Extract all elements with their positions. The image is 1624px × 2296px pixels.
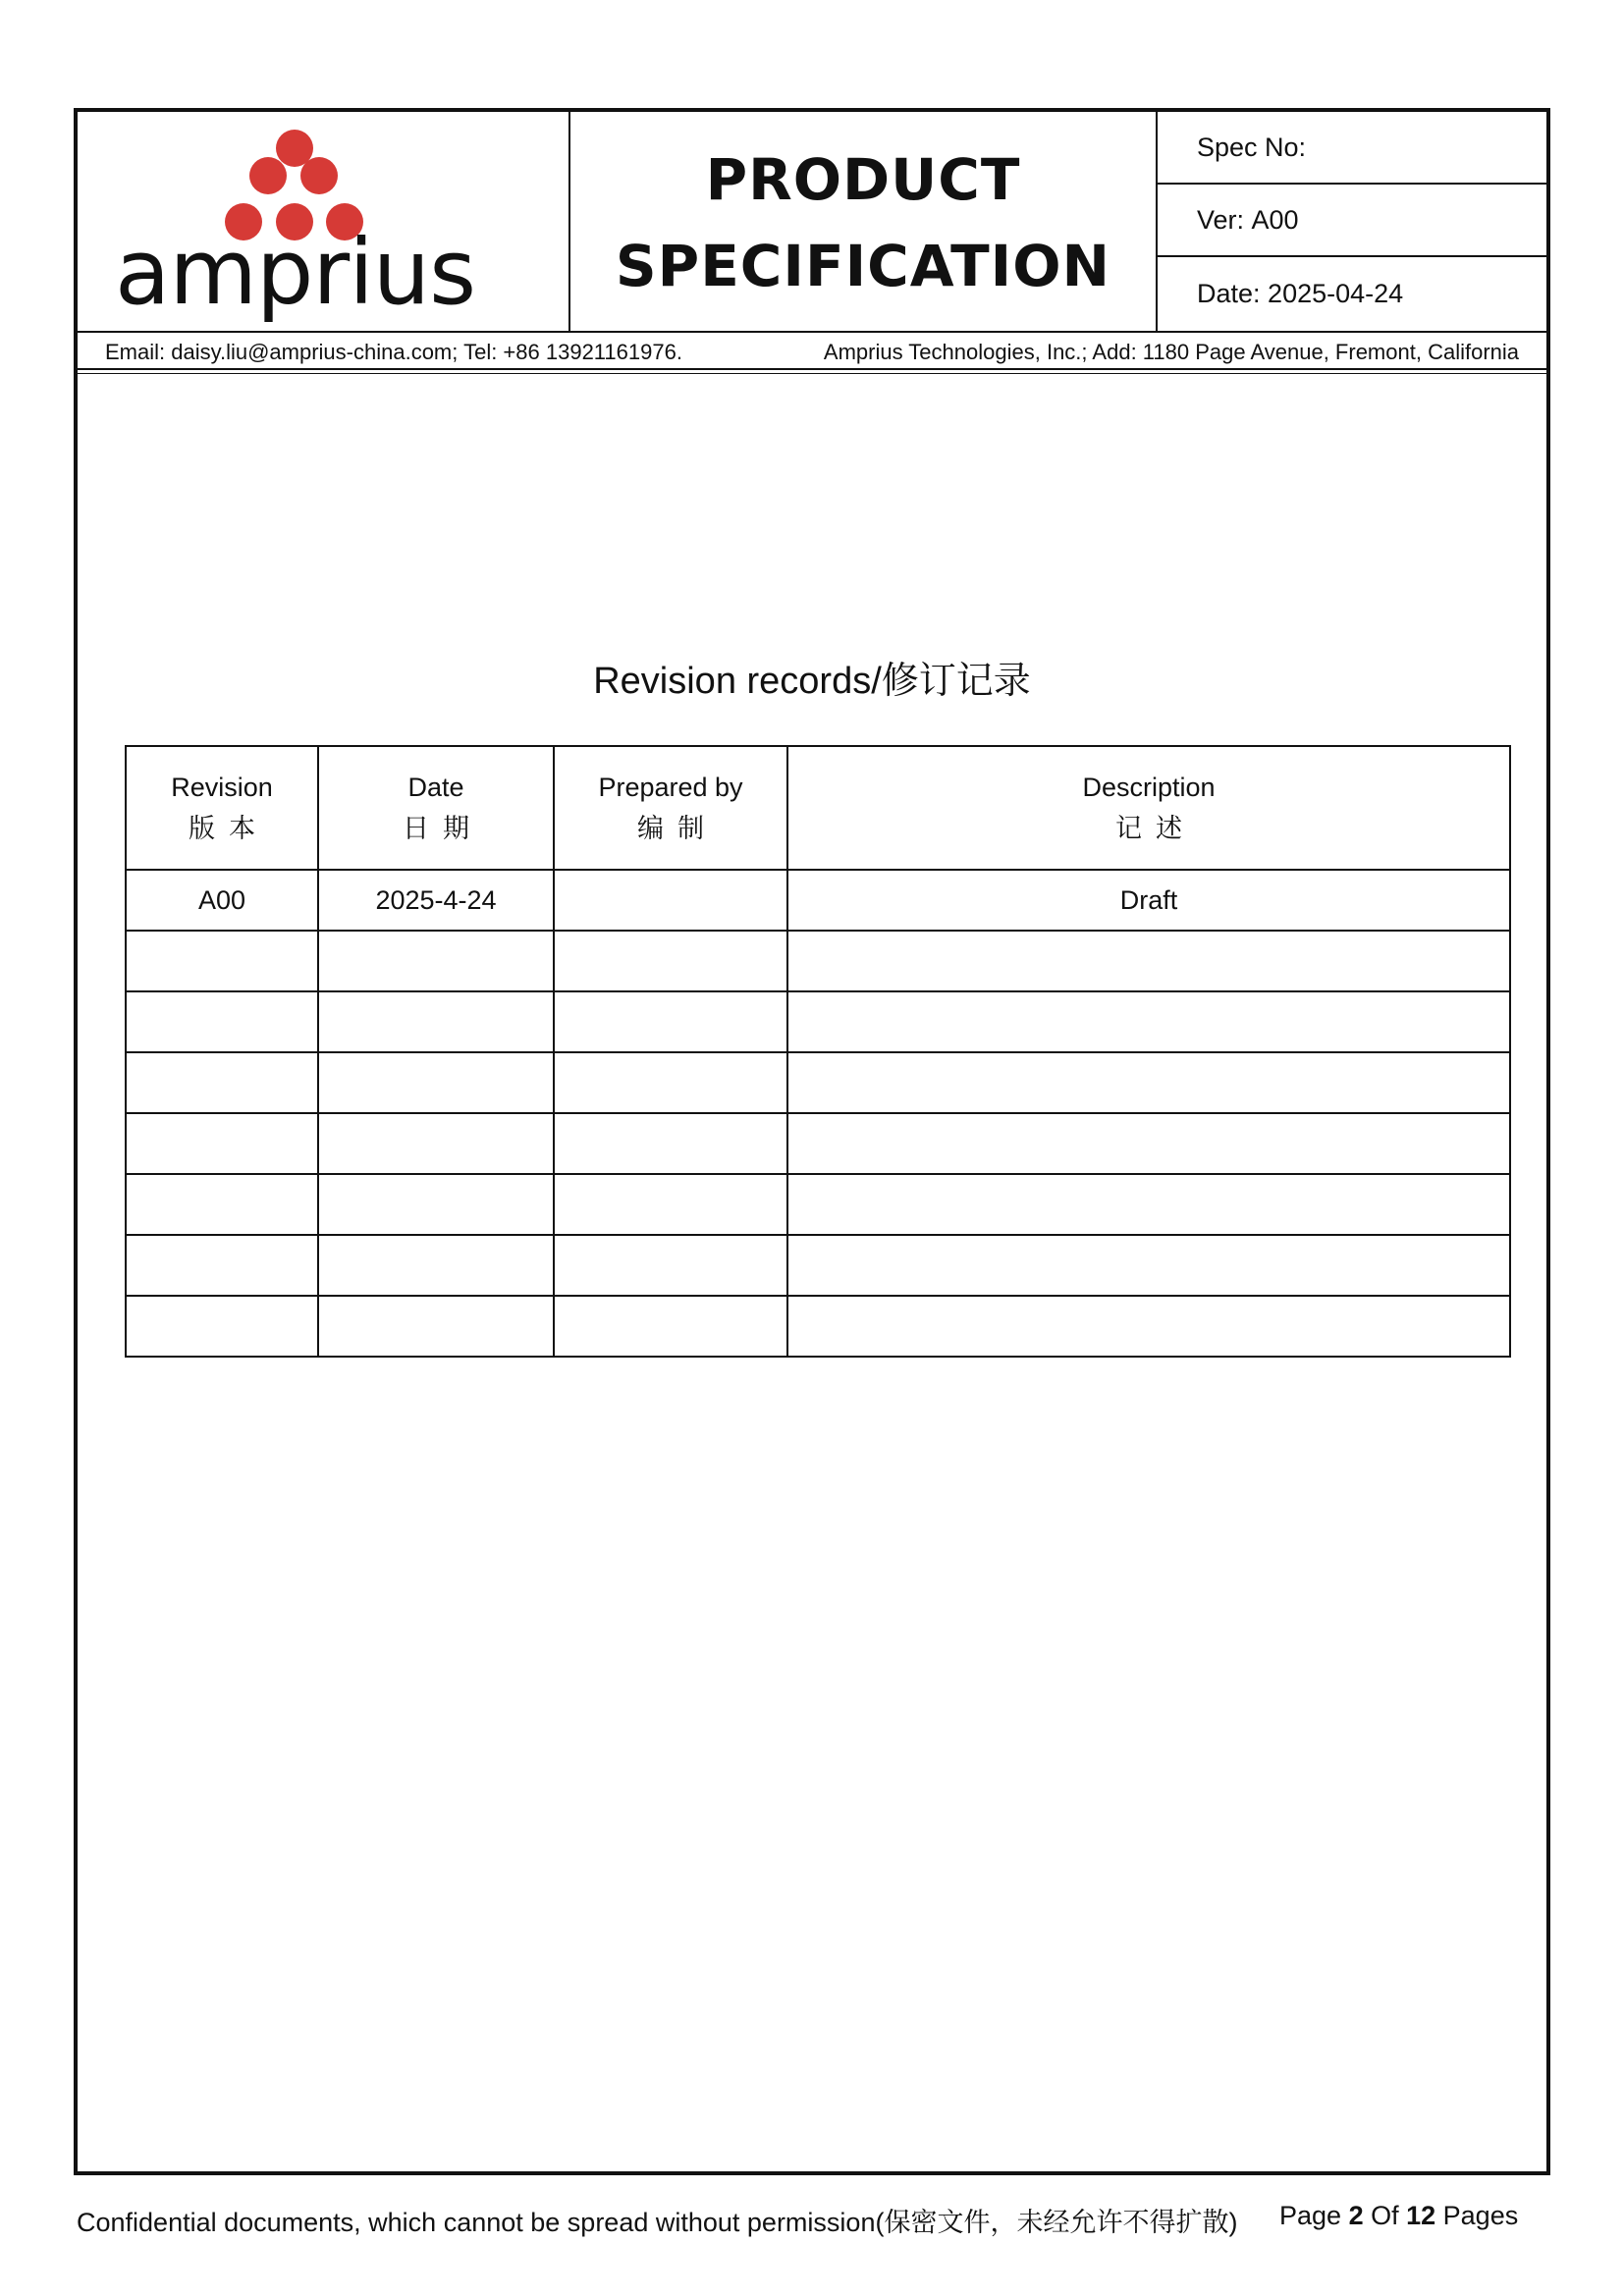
- section-title: Revision records/修订记录: [593, 661, 1031, 702]
- cell-description: [787, 991, 1510, 1052]
- version-label: Ver:: [1197, 204, 1252, 235]
- column-header-description: Description 记述: [787, 746, 1510, 870]
- table-row: [126, 1174, 1510, 1235]
- cell-description: [787, 931, 1510, 991]
- spec-no-label: Spec No:: [1197, 132, 1307, 162]
- table-row: [126, 1296, 1510, 1357]
- cell-prepared-by: [554, 1235, 787, 1296]
- cell-prepared-by: [554, 1296, 787, 1357]
- pages-word: Pages: [1435, 2201, 1519, 2230]
- cell-description: [787, 1052, 1510, 1113]
- table-row: [126, 1052, 1510, 1113]
- table-row: [126, 991, 1510, 1052]
- logo-wordmark: amprius: [115, 220, 476, 325]
- version-row: [1158, 185, 1546, 257]
- cell-date: [318, 991, 554, 1052]
- cell-prepared-by: [554, 1174, 787, 1235]
- confidential-notice: Confidential documents, which cannot be spread without permission(保密文件，未经允许不得扩散): [77, 2208, 1238, 2237]
- page-current: 2: [1348, 2201, 1364, 2230]
- document-title-line-1: PRODUCT: [705, 146, 1021, 213]
- of-word: Of: [1363, 2201, 1407, 2230]
- cell-prepared-by: [554, 870, 787, 931]
- cell-description: [787, 1174, 1510, 1235]
- cell-date: [318, 1113, 554, 1174]
- logo-cell: [78, 112, 570, 331]
- contact-email: Email: daisy.liu@amprius-china.com; Tel: +86 13921161976.: [105, 340, 682, 364]
- cell-prepared-by: [554, 991, 787, 1052]
- column-header-prepared-by: Prepared by 编制: [554, 746, 787, 870]
- column-header-revision: Revision 版本: [126, 746, 318, 870]
- page-total: 12: [1406, 2201, 1436, 2230]
- document-title-line-2: SPECIFICATION: [615, 233, 1111, 299]
- cell-prepared-by: [554, 1052, 787, 1113]
- cell-date: [318, 1052, 554, 1113]
- cell-prepared-by: [554, 1113, 787, 1174]
- cell-description: [787, 1296, 1510, 1357]
- date-value: 2025-04-24: [1268, 279, 1404, 308]
- cell-description: [787, 1113, 1510, 1174]
- cell-revision: A00: [126, 870, 318, 931]
- cell-date: [318, 1296, 554, 1357]
- table-row: [126, 931, 1510, 991]
- cell-date: 2025-4-24: [318, 870, 554, 931]
- date-label: Date:: [1197, 279, 1269, 308]
- document-header: [78, 112, 1546, 333]
- table-row: [126, 1235, 1510, 1296]
- cell-revision: [126, 1052, 318, 1113]
- cell-description: [787, 1235, 1510, 1296]
- cell-date: [318, 931, 554, 991]
- table-row: [126, 870, 1510, 931]
- version-value: A00: [1251, 204, 1299, 235]
- contact-address: Amprius Technologies, Inc.; Add: 1180 Page Avenue, Fremont, California: [823, 340, 1519, 364]
- contact-strip: [78, 333, 1546, 370]
- cell-revision: [126, 1235, 318, 1296]
- cell-revision: [126, 991, 318, 1052]
- cell-revision: [126, 1113, 318, 1174]
- table-header-row: [126, 746, 1510, 870]
- date-row: [1158, 257, 1546, 331]
- table-row: [126, 1113, 1510, 1174]
- page-counter: [1279, 2201, 1518, 2231]
- cell-prepared-by: [554, 931, 787, 991]
- spec-no-row: [1158, 112, 1546, 185]
- cell-revision: [126, 931, 318, 991]
- title-cell: [570, 112, 1158, 331]
- revision-table: [125, 745, 1511, 1358]
- cell-description: Draft: [787, 870, 1510, 931]
- cell-date: [318, 1235, 554, 1296]
- column-header-date: Date 日期: [318, 746, 554, 870]
- cell-revision: [126, 1296, 318, 1357]
- cell-date: [318, 1174, 554, 1235]
- page-frame: [74, 108, 1550, 2175]
- page-word: Page: [1279, 2201, 1349, 2230]
- meta-cell: [1158, 112, 1546, 331]
- cell-revision: [126, 1174, 318, 1235]
